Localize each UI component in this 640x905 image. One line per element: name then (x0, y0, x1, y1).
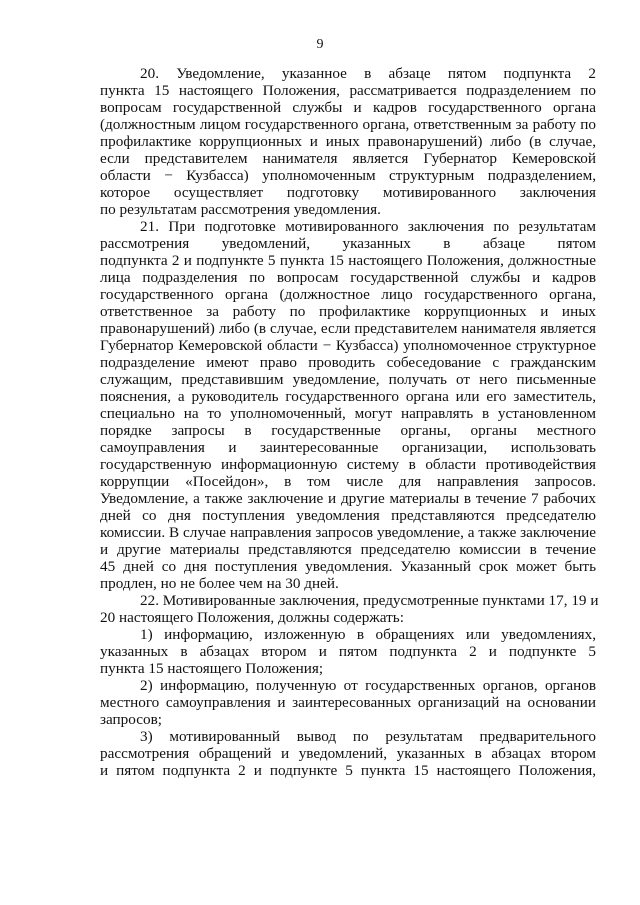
text-line: которое осуществляет подготовку мотивированного заключения (100, 184, 596, 201)
paragraph-22 (100, 592, 599, 626)
text-line: местного самоуправления и заинтересованных организаций на основании (100, 694, 596, 711)
text-line: по результатам рассмотрения уведомления. (100, 201, 381, 218)
text-line: Уведомление, а также заключение и другие материалы в течение 7 рабочих (100, 490, 596, 507)
text-line: 20 настоящего Положения, должны содержать: (100, 609, 404, 626)
text-line: ответственное за работу по профилактике коррупционных и иных (100, 303, 596, 320)
list-item-1 (100, 626, 596, 677)
text-line: и пятом подпункта 2 и подпункте 5 пункта 15 настоящего Положения, (100, 762, 596, 779)
text-line: лица подразделения по вопросам государственной службы и кадров (100, 269, 596, 286)
text-line: указанных в абзацах втором и пятом подпункта 2 и подпункте 5 (100, 643, 596, 660)
text-line: 21. При подготовке мотивированного заключения по результатам (140, 218, 596, 235)
text-line: запросов; (100, 711, 162, 728)
text-line: рассмотрения уведомлений, указанных в абзаце пятом (100, 235, 596, 252)
document-body (100, 65, 599, 779)
text-line: (должностным лицом государственного органа, ответственным за работу по (100, 116, 596, 133)
text-line: пункта 15 настоящего Положения, рассматривается подразделением по (100, 82, 596, 99)
text-line: 3) мотивированный вывод по результатам предварительного (140, 728, 596, 745)
text-line: служащим, представившим уведомление, получать от него письменные (100, 371, 596, 388)
paragraph-20 (100, 65, 596, 218)
text-line: самоуправления и заинтересованные организации, использовать (100, 439, 596, 456)
text-line: вопросам государственной службы и кадров государственного органа (100, 99, 596, 116)
page-number: 9 (316, 37, 324, 52)
list-item-3 (100, 728, 596, 779)
text-line: государственную информационную систему в области противодействия (100, 456, 596, 473)
list-item-2 (100, 677, 596, 728)
paragraph-21 (100, 218, 596, 592)
text-line: правонарушений) либо (в случае, если представителем нанимателя является (100, 320, 596, 337)
text-line: порядке запросы в государственные органы, органы местного (100, 422, 596, 439)
text-line: 1) информацию, изложенную в обращениях или уведомлениях, (140, 626, 596, 643)
text-line: пояснения, а руководитель государственного органа или его заместитель, (100, 388, 596, 405)
text-line: государственного органа (должностное лицо государственного органа, (100, 286, 596, 303)
text-line: коррупции «Посейдон», в том числе для направления запросов. (100, 473, 596, 490)
text-line: продлен, но не более чем на 30 дней. (100, 575, 339, 592)
text-line: дней со дня поступления уведомления представляются председателю (100, 507, 596, 524)
text-line: 22. Мотивированные заключения, предусмотренные пунктами 17, 19 и (140, 592, 599, 609)
text-line: области − Кузбасса) уполномоченным структурным подразделением, (100, 167, 596, 184)
text-line: подразделение имеют право проводить собеседование с гражданским (100, 354, 596, 371)
text-line: 2) информацию, полученную от государственных органов, органов (140, 677, 596, 694)
text-line: 45 дней со дня поступления уведомления. Указанный срок может быть (100, 558, 596, 575)
text-line: рассмотрения обращений и уведомлений, указанных в абзацах втором (100, 745, 596, 762)
text-line: подпункта 2 и подпункте 5 пункта 15 настоящего Положения, должностные (100, 252, 596, 269)
text-line: 20. Уведомление, указанное в абзаце пятом подпункта 2 (140, 65, 596, 82)
text-line: пункта 15 настоящего Положения; (100, 660, 324, 677)
text-line: специально на то уполномоченный, могут направлять в установленном (100, 405, 596, 422)
text-line: и другие материалы представляются председателю комиссии в течение (100, 541, 596, 558)
text-line: если представителем нанимателя является Губернатор Кемеровской (100, 150, 596, 167)
text-line: профилактике коррупционных и иных правонарушений) либо (в случае, (100, 133, 596, 150)
text-line: Губернатор Кемеровской области − Кузбасса) уполномоченное структурное (100, 337, 596, 354)
text-line: комиссии. В случае направления запросов уведомление, а также заключение (100, 524, 596, 541)
